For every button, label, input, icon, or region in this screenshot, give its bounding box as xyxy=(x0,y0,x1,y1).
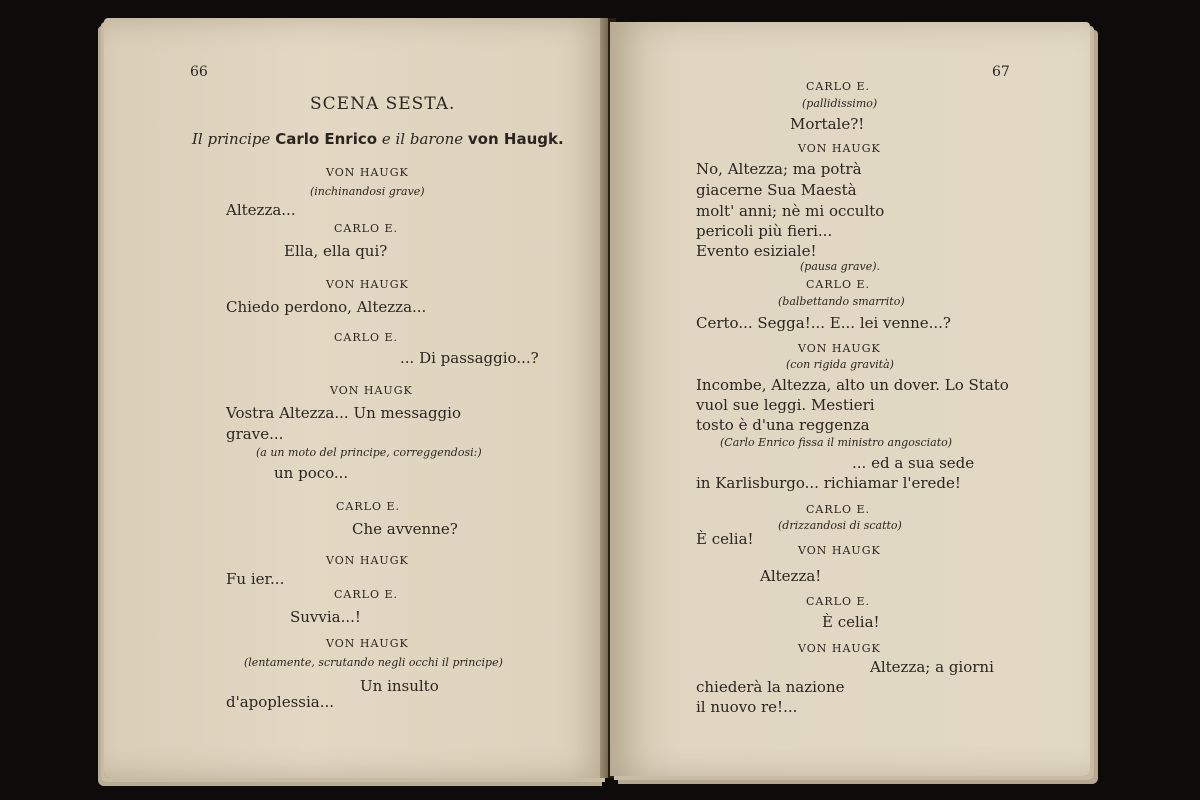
speaker: VON HAUGK xyxy=(326,278,409,291)
stage-direction: (balbettando smarrito) xyxy=(778,295,905,308)
verse-line: Certo... Segga!... E... lei venne...? xyxy=(696,314,951,332)
speaker: CARLO E. xyxy=(334,588,398,601)
subtitle-name1: Carlo Enrico xyxy=(275,130,378,148)
verse-line: grave... xyxy=(226,425,284,443)
verse-line: in Karlisburgo... richiamar l'erede! xyxy=(696,474,961,492)
speaker: CARLO E. xyxy=(336,500,400,513)
verse-line: il nuovo re!... xyxy=(696,698,798,716)
verse-line: Suvvia...! xyxy=(290,608,361,626)
speaker: CARLO E. xyxy=(334,222,398,235)
stage-direction: (con rigida gravità) xyxy=(786,358,894,371)
subtitle-name2: von Haugk. xyxy=(467,130,564,148)
speaker: VON HAUGK xyxy=(798,342,881,355)
verse-line: È celia! xyxy=(696,530,754,548)
verse-line: giacerne Sua Maestà xyxy=(696,181,857,199)
speaker: VON HAUGK xyxy=(326,637,409,650)
stage-direction: (pausa grave). xyxy=(800,260,881,273)
speaker: CARLO E. xyxy=(334,331,398,344)
stage-direction: (Carlo Enrico fissa il ministro angosciato) xyxy=(720,436,953,449)
subtitle-pre: Il principe xyxy=(192,130,271,148)
verse-line: pericoli più fieri... xyxy=(696,222,833,240)
verse-line: tosto è d'una reggenza xyxy=(696,416,870,434)
page-number: 66 xyxy=(190,64,208,80)
verse-line: vuol sue leggi. Mestieri xyxy=(696,396,875,414)
verse-line: È celia! xyxy=(822,613,880,631)
stage-direction: (pallidissimo) xyxy=(802,97,878,110)
verse-line: Evento esiziale! xyxy=(696,242,817,260)
left-page xyxy=(104,18,608,778)
verse-line: Fu ier... xyxy=(226,570,285,588)
verse-line: Che avvenne? xyxy=(352,520,458,538)
scene-title: SCENA SESTA. xyxy=(310,94,456,114)
verse-line: un poco... xyxy=(274,464,349,482)
verse-line: chiederà la nazione xyxy=(696,678,845,696)
verse-line: d'apoplessia... xyxy=(226,693,335,711)
speaker: CARLO E. xyxy=(806,278,870,291)
verse-line: Incombe, Altezza, alto un dover. Lo Stato xyxy=(696,376,1009,394)
speaker: VON HAUGK xyxy=(798,544,881,557)
stage-direction: (inchinandosi grave) xyxy=(310,185,425,198)
scene-subtitle xyxy=(192,130,564,148)
stage-direction: (a un moto del principe, correggendosi:) xyxy=(256,446,482,459)
verse-line: No, Altezza; ma potrà xyxy=(696,160,862,178)
speaker: VON HAUGK xyxy=(326,554,409,567)
stage-direction: (drizzandosi di scatto) xyxy=(778,519,902,532)
stage-direction: (lentamente, scrutando negli occhi il principe) xyxy=(244,656,503,669)
right-page xyxy=(610,22,1090,776)
speaker: VON HAUGK xyxy=(798,142,881,155)
verse-line: Mortale?! xyxy=(790,115,865,133)
speaker: VON HAUGK xyxy=(330,384,413,397)
page-number: 67 xyxy=(992,64,1010,80)
verse-line: Chiedo perdono, Altezza... xyxy=(226,298,427,316)
speaker: VON HAUGK xyxy=(798,642,881,655)
verse-line: Vostra Altezza... Un messaggio xyxy=(226,404,461,422)
verse-line: ... Di passaggio...? xyxy=(400,349,539,367)
verse-line: molt' anni; nè mi occulto xyxy=(696,202,885,220)
verse-line: Un insulto xyxy=(360,677,439,695)
verse-line: Altezza! xyxy=(760,567,822,585)
verse-line: Ella, ella qui? xyxy=(284,242,388,260)
speaker: VON HAUGK xyxy=(326,166,409,179)
speaker: CARLO E. xyxy=(806,595,870,608)
speaker: CARLO E. xyxy=(806,80,870,93)
subtitle-mid: e il barone xyxy=(381,130,464,148)
verse-line: ... ed a sua sede xyxy=(852,454,975,472)
verse-line: Altezza; a giorni xyxy=(870,658,994,676)
speaker: CARLO E. xyxy=(806,503,870,516)
verse-line: Altezza... xyxy=(226,201,296,219)
